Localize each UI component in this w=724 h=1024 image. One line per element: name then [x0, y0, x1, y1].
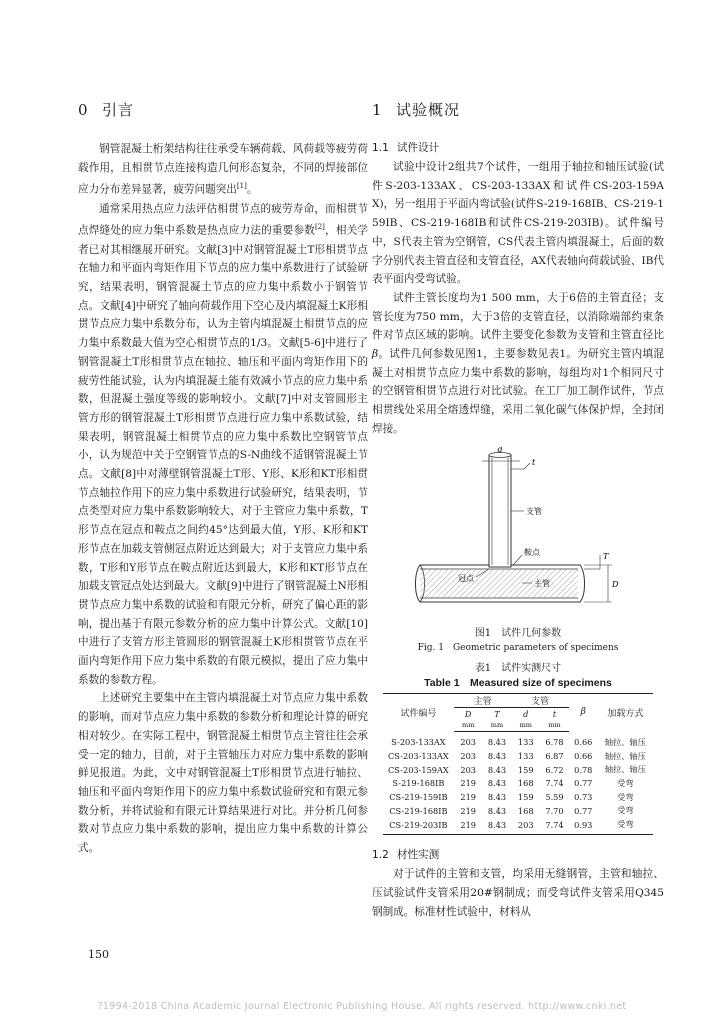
copyright-footer: ?1994-2018 China Academic Journal Electronic Publishing House. All rights reserved. http://www.cnki.net	[97, 1001, 627, 1012]
cell-T: 8.43	[487, 778, 507, 789]
header-specimen-id: 试件编号	[383, 693, 454, 731]
paragraph-text: 通常采用热点应力法评估相贯节点的疲劳寿命，而相贯节点焊缝处的应力集中系数是热点应力法的重要参数	[78, 202, 368, 237]
branch-pipe	[489, 452, 511, 567]
header-beta: β	[569, 693, 598, 731]
table-row	[383, 790, 653, 804]
cell-T: 8.43	[487, 805, 507, 816]
header-chord: 主管	[454, 693, 512, 707]
cell-beta: 0.66	[574, 737, 593, 748]
cell-load: 轴拉、轴压	[604, 750, 646, 761]
table-row	[383, 749, 653, 763]
cell-d: 159	[517, 792, 534, 803]
cell-d: 133	[517, 737, 534, 748]
cell-load: 轴拉、轴压	[604, 736, 646, 747]
cell-id: CS-219-159IB	[389, 792, 448, 803]
citation-ref: [2]	[315, 223, 325, 232]
right-column	[372, 100, 664, 921]
paragraph-text-cont: ，相关学者已对其相继展开研究。文献[3]中对钢管混凝土T形相贯节点在轴力和平面内弯矩作用下节点的应力集中系数进行了试验研究，结果表明，钢管混凝土节点的应力集中系数小于钢管节点。文献[4]中研究了轴向荷载作用下空心及内填混凝土K形相贯节点应力集中系数分布，认为主管内填混凝土相贯节点的应力集中系数最大值为空心相贯节点的1/3。文献[5-6]中进行了钢管混凝土T形相贯节点在轴拉、轴压和平面内弯矩作用下的疲劳性能试验，认为内填混凝土能有效减小节点的应力集中系数，但混凝土强度等级的影响较小。文献[7]中对支管圆形主管方形的钢管混凝土T形相贯节点进行应力集中系数试验，结果表明，钢管混凝土相贯节点的应力集中系数比空钢管节点小，认为规范中关于空钢管节点的S-N曲线不适钢管混凝土节点。文献[8]中对薄壁钢管混凝土T形、Y形、K形和KT形相贯节点轴拉作用下的应力集中系数进行试验研究，结果表明，节点类型对应力集中系数影响较大，对于主管应力集中系数，T形节点在冠点和鞍点之间约45°达到最大值，Y形、K形和KT形节点在加载支管侧冠点附近达到最大；对于支管应力集中系数，T形和Y形节点在鞍点附近达到最大，K形和KT形节点在加载支管冠点处达到最大。文献[9]中进行了钢管混凝土N形相贯节点应力集中系数的试验和有限元分析，研究了偏心距的影响，提出基于有限元参数分析的应力集中计算公式。文献[10]中进行了支管方形主管圆形的钢管混凝土K形相贯管节点在平面内弯矩作用下应力集中系数的有限元模拟，提出了应力集中系数的参数方程。	[78, 224, 369, 686]
cell-t: 6.87	[545, 751, 564, 762]
unit-T: mm	[483, 720, 512, 732]
paragraph-text: 试件主管长度均为1 500 mm，大于6倍的主管直径；支管长度为750 mm，大于3倍的支管直径，以消除端部约束条件对节点区域的影响。试件主要变化参数为支管和主管直径比	[372, 291, 664, 342]
label-t: t	[532, 457, 536, 467]
cell-beta: 0.77	[574, 805, 593, 816]
table-row	[383, 818, 653, 835]
left-column	[78, 100, 368, 858]
label-D: D	[612, 579, 619, 589]
cell-D: 219	[454, 818, 483, 835]
design-paragraph-2	[372, 289, 664, 439]
cell-id: CS-203-133AX	[388, 751, 449, 762]
cell-d: 203	[511, 818, 540, 835]
table-row	[383, 777, 653, 791]
label-branch: 支管	[526, 506, 542, 516]
subsection-number: 1.1	[372, 142, 389, 154]
citation-ref: [1]	[236, 182, 247, 191]
cell-beta: 0.93	[569, 818, 598, 835]
label-T: T	[603, 551, 609, 561]
section-title: 试验概况	[396, 101, 461, 119]
paragraph-text: 钢管混凝土桁架结构往往承受车辆荷载、风荷载等疲劳荷载作用，且相贯节点连接构造几何形态复杂，不同的焊接部位应力分布差异显著，疲劳问题突出	[78, 143, 368, 196]
label-saddle: 鞍点	[524, 547, 540, 557]
cell-d: 168	[517, 778, 534, 789]
cell-load: 受弯	[598, 818, 653, 835]
unit-D: mm	[454, 720, 483, 732]
subsection-title: 材性实测	[396, 849, 440, 862]
beta-symbol: β	[372, 348, 379, 361]
specimen-size-table	[383, 693, 653, 836]
paragraph-text-cont: 。试件几何参数见图1，主要参数见表1。为研究主管内填混凝土对相贯节点应力集中系数的影响，每组均对1个相同尺寸的空钢管相贯节点进行对比试验。在工厂加工制作试件，节点相贯线处采用全熔透焊缝，采用二氧化碳气体保护焊，全封闭焊接。	[372, 348, 664, 435]
section-number: 0	[78, 101, 89, 119]
label-d: d	[497, 446, 503, 454]
cell-t: 7.70	[545, 805, 564, 816]
cell-load: 受弯	[617, 805, 634, 816]
material-paragraph: 对于试件的主管和支管，均采用无缝钢管，主管和轴拉、压试验试件支管采用20#钢制成；而受弯试件支管采用Q345钢制成。标准材性试验中，材料从	[372, 868, 664, 918]
header-t: t	[552, 708, 557, 719]
cell-D: 203	[460, 764, 477, 775]
figure-caption: 图1 试件几何参数	[474, 627, 562, 639]
cell-d: 159	[517, 764, 534, 775]
cell-id: S-219-168IB	[392, 778, 445, 789]
cell-beta: 0.73	[574, 792, 593, 803]
cell-t: 5.59	[545, 792, 564, 803]
cell-D: 219	[460, 778, 477, 789]
unit-t: mm	[540, 720, 569, 732]
paragraph-end: 。	[246, 183, 258, 196]
cell-t: 6.72	[545, 764, 564, 775]
section-heading-test-overview	[372, 100, 664, 120]
cell-t: 6.78	[545, 737, 564, 748]
unit-d: mm	[511, 720, 540, 732]
header-D: D	[464, 708, 472, 719]
intro-paragraph-3: 上述研究主要集中在主管内填混凝土对节点应力集中系数的影响，而对节点应力集中系数的参数分析和理论计算的研究相对较少。在实际工程中，钢管混凝土相贯节点主管往往会承受一定的轴力，目前，对于主管轴压力对应力集中系数的影响鲜见报道。为此，文中对钢管混凝土T形相贯节点进行轴拉、轴压和平面内弯矩作用下的应力集中系数试验研究和有限元参数分析，并将试验和有限元计算结果进行对比。并分析几何参数对节点应力集中系数的影响，提出应力集中系数的计算公式。	[78, 692, 368, 855]
cell-id: CS-203-159AX	[388, 764, 449, 775]
chord-pipe	[416, 565, 585, 602]
dimension-D	[584, 565, 619, 602]
dimension-t	[511, 458, 536, 469]
label-crown: 冠点	[458, 573, 474, 583]
cell-beta: 0.78	[574, 764, 593, 775]
subsection-heading-material	[372, 847, 664, 863]
cell-id: S-203-133AX	[391, 737, 446, 748]
cell-id: CS-219-168IB	[389, 805, 448, 816]
cell-T: 8.43	[483, 818, 512, 835]
specimen-diagram	[372, 447, 664, 625]
cell-D: 219	[460, 805, 477, 816]
cell-beta: 0.66	[574, 751, 593, 762]
section-number: 1	[372, 101, 383, 119]
cell-t: 7.74	[545, 778, 564, 789]
intro-paragraph-1	[78, 140, 368, 200]
header-T: T	[494, 708, 500, 719]
table-row	[383, 804, 653, 818]
cell-load: 轴拉、轴压	[604, 764, 646, 775]
table-caption: 表1 试件实测尺寸	[474, 662, 562, 674]
subsection-heading-specimen-design	[372, 140, 664, 156]
label-chord: 主管	[534, 578, 550, 588]
cell-id: CS-219-203IB	[383, 818, 454, 835]
subsection-title: 试件设计	[396, 142, 440, 154]
figure-caption-en: Fig. 1 Geometric parameters of specimens	[417, 642, 619, 653]
cell-D: 203	[460, 751, 477, 762]
table-row	[383, 731, 653, 749]
cell-d: 133	[517, 751, 534, 762]
header-d: d	[523, 708, 529, 719]
cell-T: 8.43	[487, 751, 507, 762]
cell-load: 受弯	[617, 791, 634, 802]
cell-load: 受弯	[617, 777, 634, 788]
cell-D: 219	[460, 792, 477, 803]
subsection-number: 1.2	[372, 849, 389, 862]
table-row	[383, 763, 653, 777]
section-title: 引言	[102, 101, 135, 119]
cell-T: 8.43	[487, 737, 507, 748]
cell-T: 8.43	[487, 792, 507, 803]
cell-T: 8.43	[487, 764, 507, 775]
figure-specimen-geometry	[372, 447, 664, 625]
cell-t: 7.74	[540, 818, 569, 835]
page-number: 150	[88, 948, 109, 961]
design-paragraph-1: 试验中设计2组共7个试件，一组用于轴拉和轴压试验(试件S-203-133AX、CS-203-133AX和试件CS-203-159AX)，另一组用于平面内弯试验(试件S-219-168IB、CS-219-159IB、CS-219-168IB和试件CS-219-203IB)。试件编号中，S代表主管为空钢管，CS代表主管内填混凝土，后面的数字分别代表主管直径和支管直径，AX代表轴向荷载试验、IB代表平面内受弯试验。	[372, 161, 665, 286]
header-branch: 支管	[511, 693, 569, 707]
section-heading-introduction	[78, 100, 368, 120]
cell-D: 203	[460, 737, 477, 748]
cell-d: 168	[517, 805, 534, 816]
header-loading: 加载方式	[598, 693, 653, 731]
table-caption-en: Table 1 Measured size of specimens	[424, 676, 612, 689]
cell-beta: 0.77	[574, 778, 593, 789]
intro-paragraph-2	[78, 200, 368, 690]
